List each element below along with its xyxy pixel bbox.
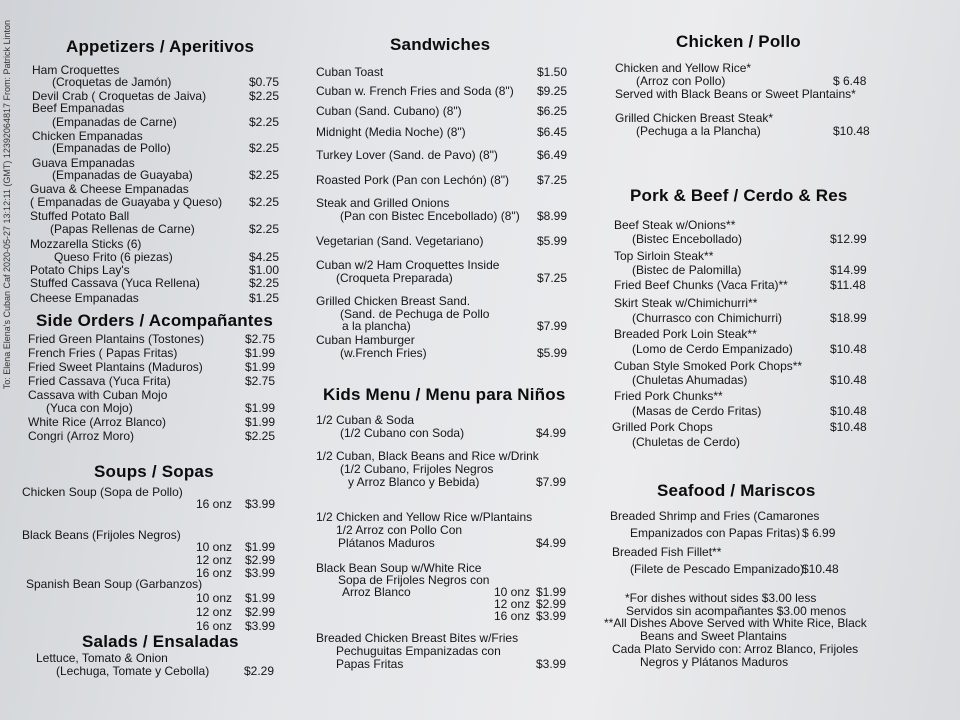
menu-item-price: $1.99	[245, 540, 276, 554]
menu-item-size: 12 onz	[196, 605, 233, 619]
menu-item-text: (Arroz con Pollo)	[636, 74, 726, 88]
menu-item-price: $2.25	[249, 141, 280, 155]
menu-item-text: 1/2 Chicken and Yellow Rice w/Plantains	[316, 510, 533, 524]
menu-item-price: $2.25	[245, 429, 276, 443]
menu-item-text: Pechuguitas Empanizadas con	[336, 644, 501, 658]
menu-item-price: $0.75	[249, 75, 280, 89]
menu-item-size: 16 onz	[494, 609, 531, 623]
menu-item-text: Empanizados con Papas Fritas)	[630, 526, 801, 540]
menu-item-text: Cuban (Sand. Cubano) (8")	[316, 104, 462, 118]
appetizers-title: Appetizers / Aperitivos	[66, 37, 255, 56]
menu-item-text: Fried Cassava (Yuca Frita)	[28, 374, 171, 388]
side-orders-title: Side Orders / Acompañantes	[36, 311, 273, 330]
menu-item-price: $14.99	[830, 263, 867, 277]
menu-item-size: 16 onz	[196, 566, 233, 580]
menu-item-text: Grilled Chicken Breast Sand.	[316, 294, 471, 308]
menu-item-price: $2.25	[249, 89, 280, 103]
menu-item-text: ( Empanadas de Guayaba y Queso)	[30, 195, 223, 209]
menu-item-text: Spanish Bean Soup (Garbanzos)	[26, 577, 203, 591]
menu-item-text: 1/2 Cuban & Soda	[316, 413, 415, 427]
menu-item-text: Cassava with Cuban Mojo	[28, 388, 168, 402]
menu-item-price: $2.25	[249, 222, 280, 236]
menu-item-text: (Churrasco con Chimichurri)	[632, 311, 783, 325]
menu-item-size: 12 onz	[494, 597, 531, 611]
menu-item-price: $5.99	[537, 346, 568, 360]
footnote-line: **All Dishes Above Served with White Rice, Black	[604, 616, 867, 630]
menu-item-text: Fried Green Plantains (Tostones)	[28, 332, 205, 346]
menu-item-price: $2.25	[249, 195, 280, 209]
menu-item-price: $4.99	[536, 426, 567, 440]
chicken-title: Chicken / Pollo	[676, 32, 801, 51]
menu-item-price: $6.25	[537, 104, 568, 118]
pork-beef-title: Pork & Beef / Cerdo & Res	[630, 186, 848, 205]
menu-item-text: Fried Beef Chunks (Vaca Frita)**	[614, 278, 788, 292]
menu-item-text: Cuban Toast	[316, 65, 384, 79]
menu-item-price: $2.29	[244, 664, 275, 678]
menu-item-price: $10.48	[830, 420, 867, 434]
menu-item-text: (Empanadas de Pollo)	[52, 141, 171, 155]
menu-item-text: (Lomo de Cerdo Empanizado)	[632, 342, 793, 356]
menu-item-text: Fried Sweet Plantains (Maduros)	[28, 360, 203, 374]
menu-item-price: $12.99	[830, 232, 867, 246]
salads-title: Salads / Ensaladas	[82, 632, 239, 651]
menu-item-text: Fried Pork Chunks**	[614, 389, 723, 403]
menu-item-text: (Pan con Bistec Encebollado) (8")	[340, 209, 520, 223]
menu-item-text: a la plancha)	[342, 319, 411, 333]
menu-item-text: (Filete de Pescado Empanizado)	[630, 562, 805, 576]
menu-item-price: $2.25	[249, 168, 280, 182]
menu-item-text: Black Bean Soup w/White Rice	[316, 561, 482, 575]
menu-item-price: $5.99	[537, 234, 568, 248]
menu-item-text: Midnight (Media Noche) (8")	[316, 125, 466, 139]
menu-item-price: $1.00	[249, 263, 280, 277]
menu-item-price: $10.48	[802, 562, 839, 576]
menu-item-price: $10.48	[830, 404, 867, 418]
menu-item-price: $3.99	[245, 497, 276, 511]
menu-item-text: Roasted Pork (Pan con Lechón) (8")	[316, 173, 510, 187]
menu-item-text: Breaded Fish Fillet**	[612, 545, 722, 559]
menu-item-text: Stuffed Potato Ball	[30, 209, 130, 223]
menu-item-text: 1/2 Cuban, Black Beans and Rice w/Drink	[316, 449, 539, 463]
menu-item-text: (Croqueta Preparada)	[336, 271, 453, 285]
menu-item-size: 10 onz	[494, 585, 531, 599]
menu-item-text: Sopa de Frijoles Negros con	[338, 573, 490, 587]
menu-item-text: Beef Empanadas	[32, 101, 125, 115]
menu-item-price: $1.99	[245, 415, 276, 429]
menu-item-price: $11.48	[830, 278, 866, 292]
footnote-line: *For dishes without sides $3.00 less	[625, 591, 817, 605]
menu-item-text: (w.French Fries)	[340, 346, 427, 360]
kids-menu-title: Kids Menu / Menu para Niños	[323, 385, 566, 404]
menu-item-text: (Empanadas de Guayaba)	[52, 168, 193, 182]
menu-item-price: $2.75	[245, 374, 276, 388]
menu-item-price: $18.99	[830, 311, 867, 325]
menu-item-text: Cuban w. French Fries and Soda (8")	[316, 84, 514, 98]
menu-item-text: Plátanos Maduros	[338, 536, 435, 550]
menu-item-text: Papas Fritas	[336, 657, 404, 671]
menu-item-text: Served with Black Beans or Sweet Plantains*	[615, 87, 856, 101]
menu-item-text: (Chuletas de Cerdo)	[632, 435, 741, 449]
sandwiches-title: Sandwiches	[390, 35, 491, 54]
menu-item-price: $2.99	[245, 605, 276, 619]
menu-item-text: (Lechuga, Tomate y Cebolla)	[56, 664, 210, 678]
menu-item-text: Chicken Soup (Sopa de Pollo)	[22, 485, 183, 499]
menu-item-text: Beef Steak w/Onions**	[614, 218, 736, 232]
menu-item-text: (Papas Rellenas de Carne)	[50, 222, 195, 236]
menu-item-price: $10.48	[833, 124, 870, 138]
menu-item-text: Cuban w/2 Ham Croquettes Inside	[316, 258, 500, 272]
footnote-line: Beans and Sweet Plantains	[640, 629, 787, 643]
menu-item-price: $7.99	[537, 319, 568, 333]
menu-item-text: Cheese Empanadas	[30, 291, 139, 305]
footnote-line: Negros y Plátanos Maduros	[640, 655, 789, 669]
menu-item-price: $ 6.99	[802, 526, 836, 540]
menu-item-text: Chicken and Yellow Rice*	[615, 61, 752, 75]
menu-item-price: $3.99	[245, 566, 276, 580]
menu-item-price: $1.99	[245, 346, 276, 360]
menu-item-price: $8.99	[537, 209, 568, 223]
menu-item-text: Cuban Style Smoked Pork Chops**	[614, 359, 803, 373]
menu-item-text: Vegetarian (Sand. Vegetariano)	[316, 234, 484, 248]
menu-item-text: White Rice (Arroz Blanco)	[28, 415, 167, 429]
menu-item-price: $2.99	[245, 553, 276, 567]
menu-item-text: Breaded Chicken Breast Bites w/Fries	[316, 631, 519, 645]
menu-item-price: $2.25	[249, 276, 280, 290]
menu-item-price: $6.49	[537, 148, 568, 162]
menu-item-text: Congri (Arroz Moro)	[28, 429, 135, 443]
menu-item-price: $7.25	[537, 271, 568, 285]
menu-item-size: 12 onz	[196, 553, 233, 567]
menu-item-text: Mozzarella Sticks (6)	[30, 237, 142, 251]
menu-item-price: $2.75	[245, 332, 276, 346]
menu-item-price: $10.48	[830, 342, 867, 356]
menu-item-text: Skirt Steak w/Chimichurri**	[614, 296, 758, 310]
menu-item-price: $1.25	[249, 291, 280, 305]
menu-item-text: (Bistec Encebollado)	[632, 232, 743, 246]
footnote-line: Cada Plato Servido con: Arroz Blanco, Frijoles	[612, 642, 859, 656]
menu-item-price: $7.25	[537, 173, 568, 187]
menu-item-text: y Arroz Blanco y Bebida)	[348, 475, 480, 489]
menu-item-price: $1.99	[245, 360, 276, 374]
menu-item-text: (Bistec de Palomilla)	[632, 263, 742, 277]
menu-item-text: Devil Crab ( Croquetas de Jaiva)	[32, 89, 207, 103]
menu-item-text: (Empanadas de Carne)	[52, 115, 177, 129]
menu-item-price: $1.99	[245, 401, 276, 415]
menu-item-price: $6.45	[537, 125, 568, 139]
menu-item-text: Turkey Lover (Sand. de Pavo) (8")	[316, 148, 498, 162]
menu-item-text: Grilled Pork Chops	[612, 420, 713, 434]
seafood-title: Seafood / Mariscos	[657, 481, 816, 500]
menu-item-price: $9.25	[537, 84, 568, 98]
menu-item-price: $10.48	[830, 373, 867, 387]
menu-item-size: 10 onz	[196, 540, 233, 554]
menu-item-text: (Sand. de Pechuga de Pollo	[340, 307, 490, 321]
menu-item-text: (Masas de Cerdo Fritas)	[632, 404, 762, 418]
menu-item-text: Cuban Hamburger	[316, 333, 415, 347]
menu-item-text: (Yuca con Mojo)	[46, 401, 133, 415]
menu-item-text: Stuffed Cassava (Yuca Rellena)	[30, 276, 200, 290]
menu-item-size: 10 onz	[196, 591, 233, 605]
menu-item-text: (Chuletas Ahumadas)	[632, 373, 748, 387]
menu-item-text: Guava & Cheese Empanadas	[30, 182, 189, 196]
menu-item-text: Ham Croquettes	[32, 63, 120, 77]
menu-item-text: (1/2 Cubano con Soda)	[340, 426, 465, 440]
menu-item-text: Top Sirloin Steak**	[614, 249, 714, 263]
menu-item-text: Black Beans (Frijoles Negros)	[22, 528, 181, 542]
menu-item-text: Queso Frito (6 piezas)	[54, 250, 173, 264]
menu-item-text: Arroz Blanco	[342, 585, 411, 599]
fax-header-strip	[2, 20, 16, 710]
menu-item-price: $3.99	[536, 609, 567, 623]
menu-item-price: $7.99	[536, 475, 567, 489]
menu-item-text: Guava Empanadas	[32, 156, 135, 170]
menu-item-price: $4.99	[536, 536, 567, 550]
menu-item-price: $1.50	[537, 65, 568, 79]
menu-item-text: French Fries ( Papas Fritas)	[28, 346, 178, 360]
menu-item-price: $1.99	[245, 591, 276, 605]
menu-item-text: Breaded Shrimp and Fries (Camarones	[610, 509, 820, 523]
menu-item-text: Breaded Pork Loin Steak**	[614, 327, 757, 341]
menu-item-text: Steak and Grilled Onions	[316, 196, 450, 210]
menu-item-text: Grilled Chicken Breast Steak*	[615, 111, 774, 125]
menu-item-text: (Croquetas de Jamón)	[52, 75, 172, 89]
soups-title: Soups / Sopas	[94, 462, 214, 481]
menu-item-price: $1.99	[536, 585, 567, 599]
menu-item-price: $2.99	[536, 597, 567, 611]
footnote-line: Servidos sin acompañantes $3.00 menos	[626, 604, 847, 618]
menu-item-text: Potato Chips Lay's	[30, 263, 130, 277]
menu-item-size: 16 onz	[196, 497, 233, 511]
menu-item-size: 16 onz	[196, 619, 233, 633]
menu-item-text: Chicken Empanadas	[32, 129, 143, 143]
fax-header-text: To: Elena Elena's Cuban Caf 2020-05-27 13:12:11 (GMT) 12392064817 From: Patrick Linton	[2, 20, 12, 390]
menu-item-price: $3.99	[245, 619, 276, 633]
menu-item-text: Lettuce, Tomato & Onion	[36, 651, 168, 665]
menu-item-price: $2.25	[249, 115, 280, 129]
menu-item-text: (1/2 Cubano, Frijoles Negros	[340, 462, 494, 476]
menu-item-price: $ 6.48	[833, 74, 867, 88]
menu-item-text: (Pechuga a la Plancha)	[636, 124, 761, 138]
menu-item-price: $4.25	[249, 250, 280, 264]
menu-item-price: $3.99	[536, 657, 567, 671]
menu-item-text: 1/2 Arroz con Pollo Con	[336, 523, 463, 537]
